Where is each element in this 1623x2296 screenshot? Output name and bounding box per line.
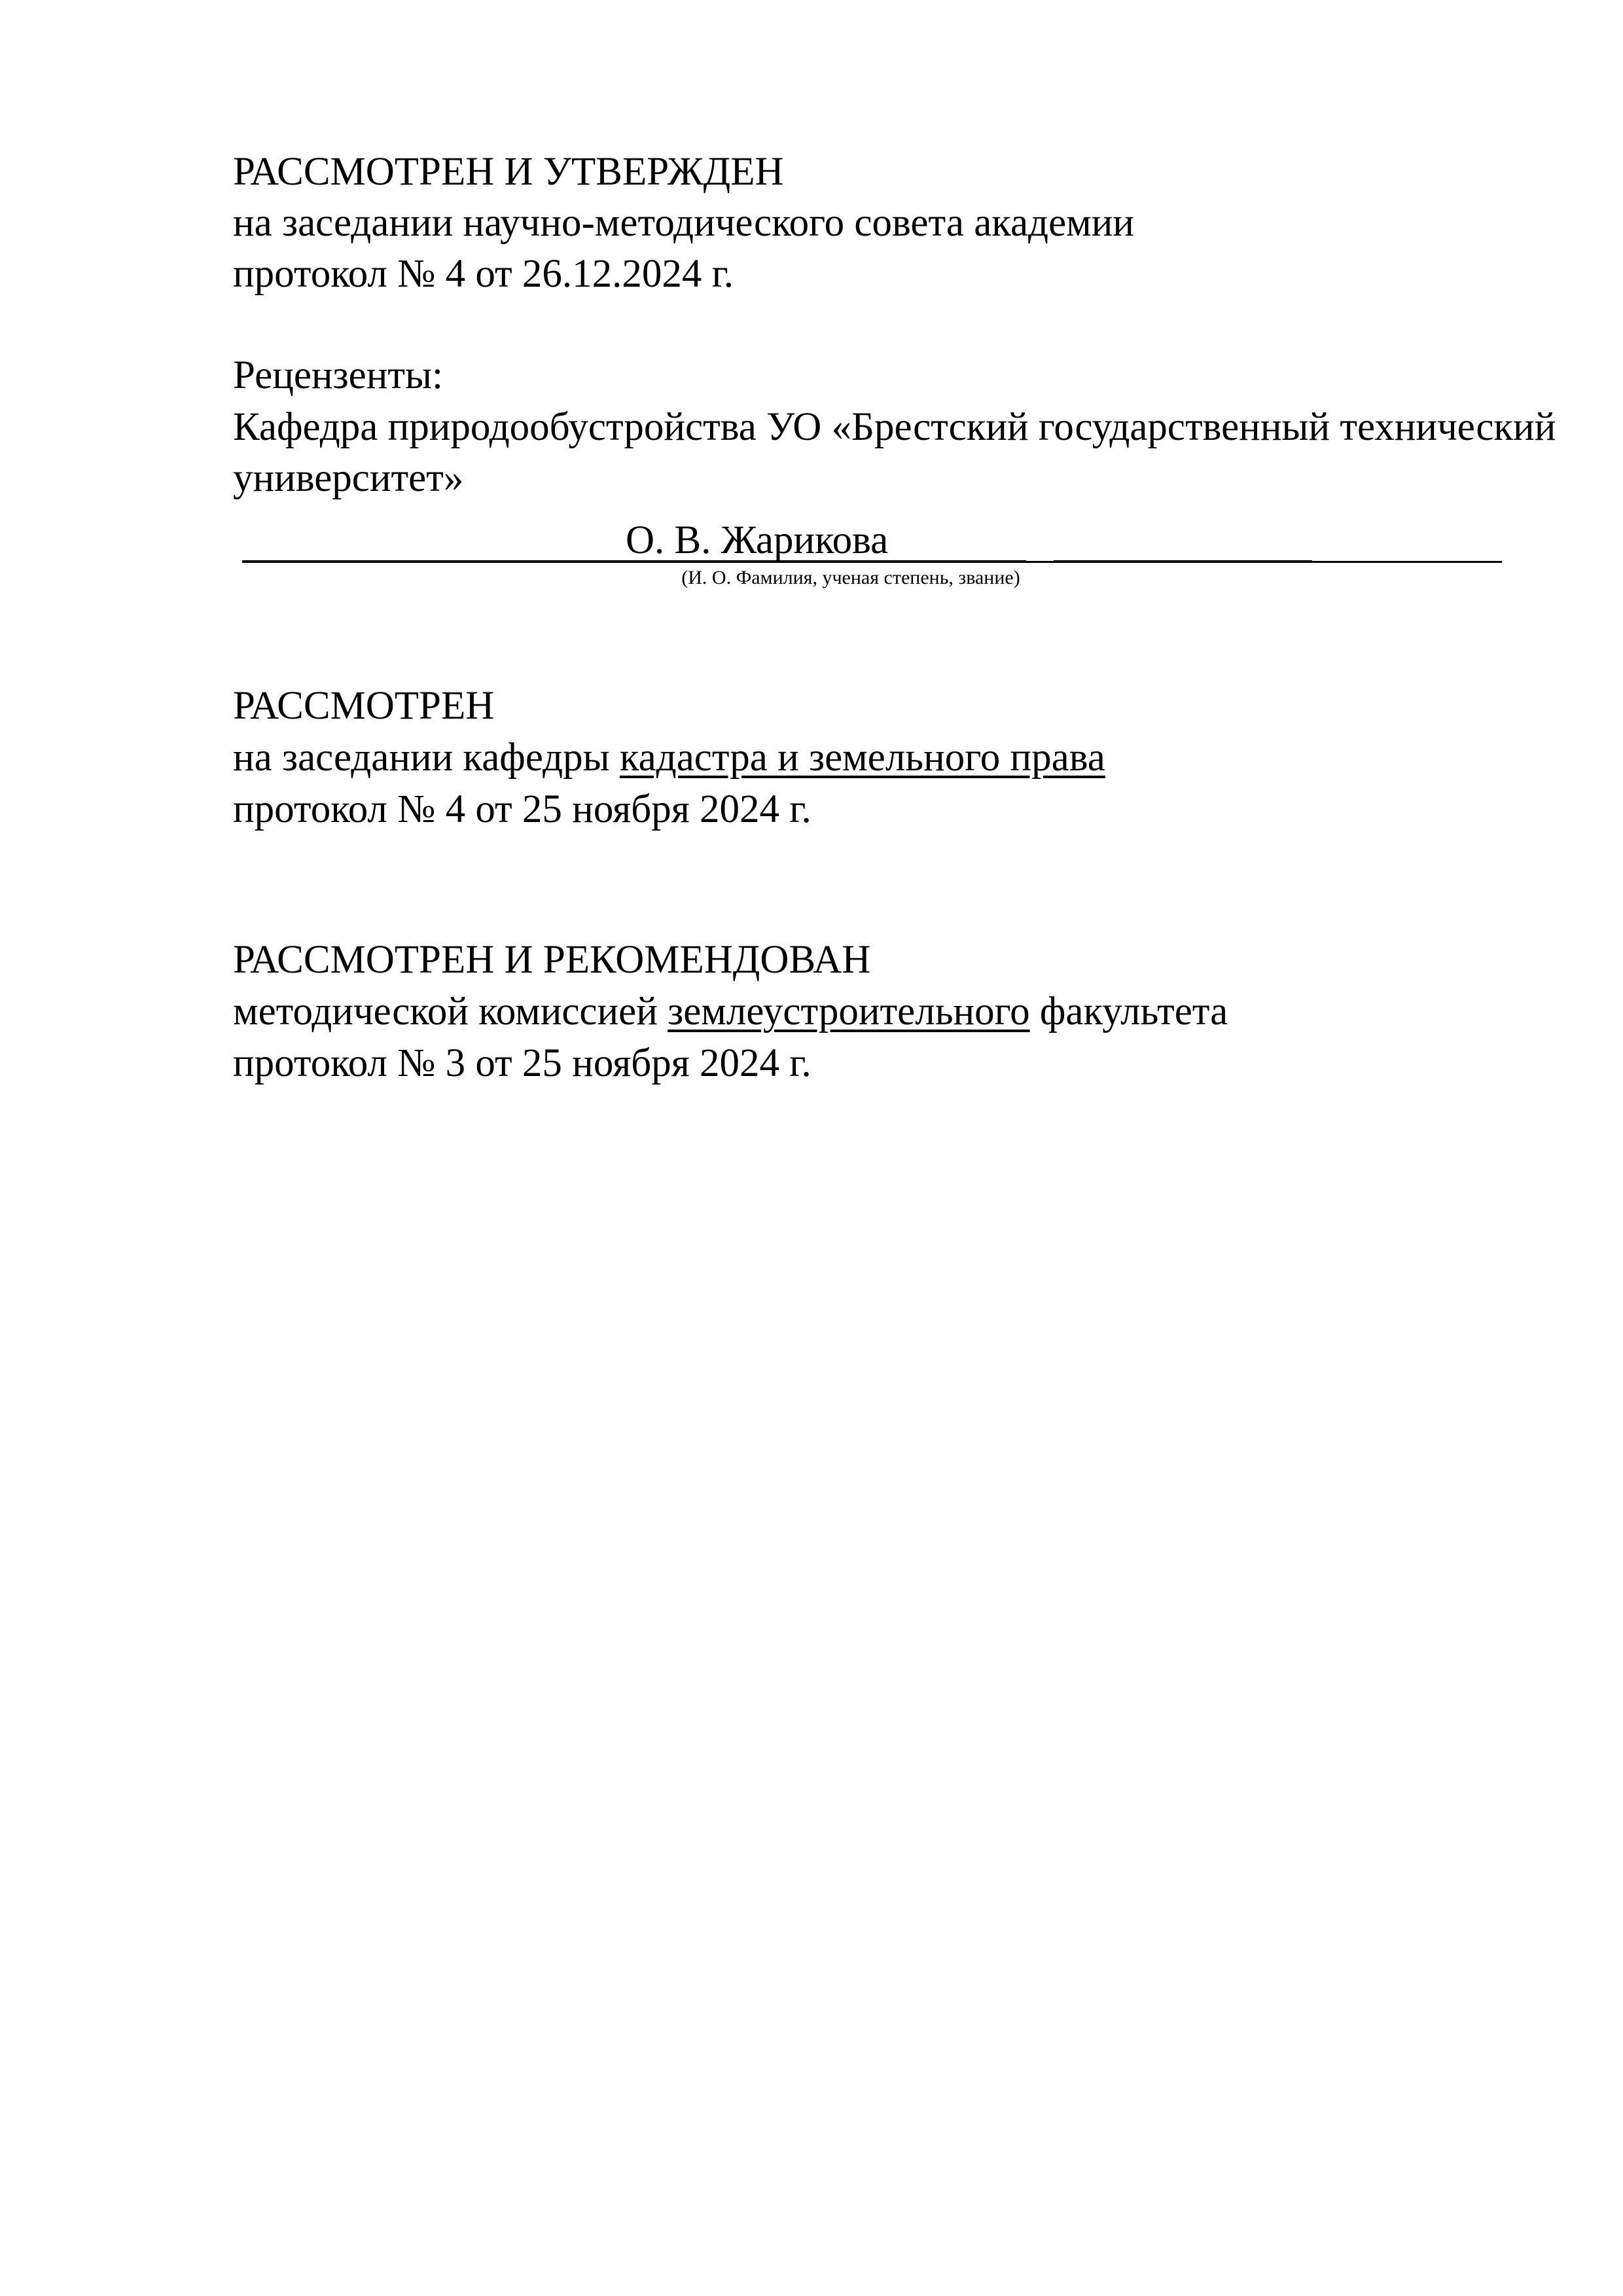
approval-council-line: на заседании научно-методического совета академии: [233, 201, 1135, 245]
department-protocol-line: протокол № 4 от 25 ноября 2024 г.: [233, 787, 812, 831]
reviewers-label: Рецензенты:: [233, 353, 443, 397]
signature-gap: [1026, 561, 1054, 563]
commission-line: [233, 992, 1228, 1031]
department-meeting-prefix: на заседании кафедры: [233, 736, 620, 780]
signature-name: О. В. Жарикова: [626, 518, 889, 562]
reviewer-organization-line2: университет»: [233, 456, 464, 500]
faculty-name: землеустроительного: [668, 990, 1030, 1033]
reviewer-organization-line1: Кафедра природообустройства УО «Брестский государственный технический: [233, 405, 1556, 449]
department-review-heading: РАССМОТРЕН: [233, 684, 495, 728]
signature-blank-right: [1312, 561, 1502, 563]
department-meeting-line: [233, 738, 1105, 778]
commission-suffix: факультета: [1029, 990, 1228, 1033]
signature-line: [242, 518, 1502, 563]
approval-protocol-line: протокол № 4 от 26.12.2024 г.: [233, 252, 734, 296]
commission-protocol-line: протокол № 3 от 25 ноября 2024 г.: [233, 1041, 812, 1085]
commission-prefix: методической комиссией: [233, 990, 668, 1033]
approval-heading: РАССМОТРЕН И УТВЕРЖДЕН: [233, 150, 784, 194]
department-name: кадастра и земельного права: [619, 736, 1105, 780]
signature-blank-middle: [1054, 560, 1312, 563]
commission-heading: РАССМОТРЕН И РЕКОМЕНДОВАН: [233, 938, 871, 982]
signature-caption: (И. О. Фамилия, ученая степень, звание): [681, 567, 1020, 588]
signature-blank-left: [242, 560, 626, 563]
